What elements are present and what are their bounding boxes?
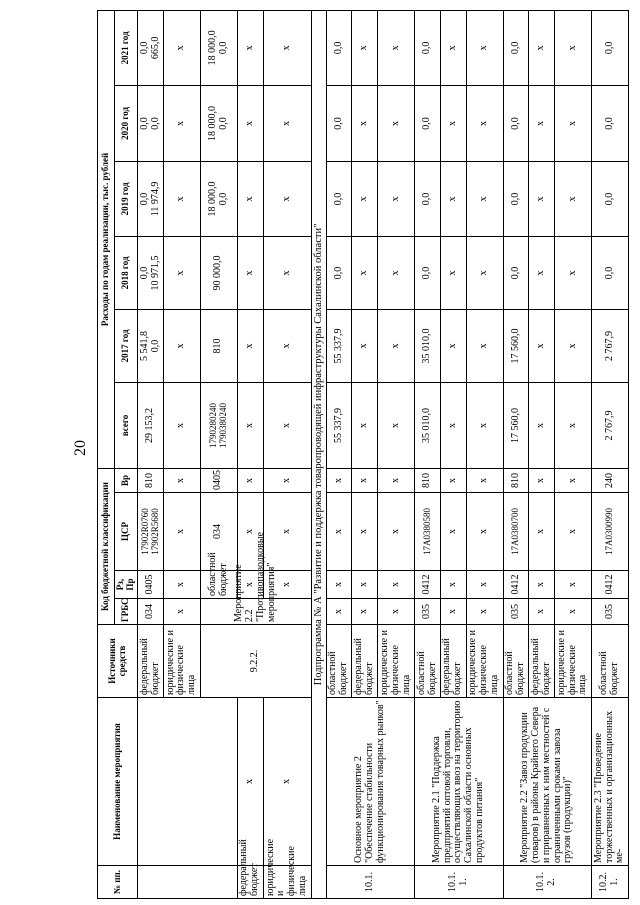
cell-rzpr: х — [237, 571, 263, 599]
cell-total: 2 767,9 — [591, 382, 628, 468]
cell-rzpr: х — [352, 571, 378, 599]
header-2017: 2017 год — [114, 309, 137, 382]
cell-2020: х — [440, 85, 466, 161]
cell-rzpr: 0412 — [415, 571, 441, 599]
cell-no: 10.1. — [326, 866, 414, 899]
cell-name: Мероприятие 2.2 "Завоз продукции (товаров) в районы Крайнего Севера и приравненных к ним местностей с ограниченными сроками завоза грузов (продукции)" — [503, 698, 591, 866]
cell-csr: х — [529, 493, 555, 571]
cell-2019: х — [352, 161, 378, 236]
cell-rzpr: 0412 — [503, 571, 529, 599]
cell-2019: х — [378, 161, 415, 236]
cell-grbs: х — [263, 698, 311, 866]
cell-name: Основное мероприятие 2 "Обеспечение стабильности функционирования товарных рынков" — [326, 698, 414, 866]
cell-vr: х — [237, 468, 263, 492]
cell-total: х — [378, 382, 415, 468]
cell-total: х — [440, 382, 466, 468]
cell-2021: 0,0 — [591, 10, 628, 85]
cell-name: Мероприятие 2.2 "Противопаводковые мероприятия" — [200, 599, 311, 625]
budget-table — [97, 10, 629, 899]
cell-2017: 35 010,0 — [415, 309, 441, 382]
cell-vr: х — [163, 468, 200, 492]
cell-2018 — [138, 236, 164, 309]
cell-vr: х — [326, 468, 352, 492]
cell-grbs: х — [466, 599, 503, 625]
cell-vr: 810 — [200, 309, 237, 382]
cell-2021 — [138, 10, 164, 85]
value-line-2: 665,0 — [149, 36, 161, 60]
value-line-2: 10 971,5 — [149, 255, 161, 291]
cell-2021: 0,0 — [503, 10, 529, 85]
cell-source: федеральный бюджет — [529, 625, 555, 698]
header-source: Источники средств — [98, 625, 138, 698]
cell-no: 10.1. 1. — [415, 866, 503, 899]
value-line-2: 0,0 — [217, 117, 229, 130]
cell-2019: х — [237, 161, 263, 236]
cell-2017: х — [163, 309, 200, 382]
value-line-1: 0,0 — [138, 192, 150, 206]
cell-2020: х — [466, 85, 503, 161]
cell-2021: х — [163, 10, 200, 85]
cell-rzpr: 0412 — [591, 571, 628, 599]
page-number: 20 — [72, 440, 89, 456]
cell-source: областной бюджет — [326, 625, 352, 698]
cell-total: х — [466, 382, 503, 468]
subprogram-row — [311, 10, 326, 898]
cell-vr: х — [554, 468, 591, 492]
cell-2019 — [200, 10, 237, 85]
cell-total: 17 560,0 — [503, 382, 529, 468]
header-2021: 2021 год — [114, 10, 137, 85]
cell-2017 — [138, 309, 164, 382]
cell-2019: 0,0 — [415, 161, 441, 236]
cell-source: областной бюджет — [200, 571, 237, 599]
cell-rzpr: х — [466, 571, 503, 599]
cell-csr: х — [554, 493, 591, 571]
cell-name — [138, 698, 238, 866]
cell-csr — [138, 493, 164, 571]
cell-csr: х — [263, 493, 311, 571]
cell-total: 90 000,0 — [200, 236, 237, 309]
cell-2018: х — [237, 236, 263, 309]
cell-grbs: 034 — [200, 493, 237, 571]
cell-2021: х — [529, 10, 555, 85]
cell-2020: 0,0 — [326, 85, 352, 161]
cell-grbs: 034 — [138, 599, 164, 625]
cell-vr: 810 — [138, 468, 164, 492]
cell-csr: 17А0380580 — [415, 493, 441, 571]
cell-vr: х — [529, 468, 555, 492]
cell-2017: х — [263, 309, 311, 382]
cell-2020: х — [529, 85, 555, 161]
header-2020: 2020 год — [114, 85, 137, 161]
cell-2019: х — [440, 161, 466, 236]
csr-line-1: 17902R0760 — [139, 508, 150, 555]
cell-source: федеральный бюджет — [352, 625, 378, 698]
table-row — [138, 10, 164, 898]
csr-line-2: 1790380240 — [217, 402, 228, 448]
cell-grbs: х — [440, 599, 466, 625]
header-total: всего — [114, 382, 137, 468]
header-2019: 2019 год — [114, 161, 137, 236]
cell-vr: х — [466, 468, 503, 492]
cell-2019: х — [466, 161, 503, 236]
value-line-2: 0,0 — [217, 41, 229, 55]
cell-2017: х — [466, 309, 503, 382]
cell-source: федеральный бюджет — [237, 866, 263, 899]
cell-name: Мероприятие 2.1 "Поддержка предприятий оптовой торговли, осуществляющих ввоз на территорию Сахалинской области основных продуктов питания" — [415, 698, 503, 866]
table-row — [503, 10, 529, 898]
table-row — [591, 10, 628, 898]
cell-no: 10.2. 1. — [591, 866, 628, 899]
cell-2021: 0,0 — [326, 10, 352, 85]
header-name: Наименование мероприятия — [98, 698, 138, 866]
cell-total: х — [352, 382, 378, 468]
cell-total: х — [163, 382, 200, 468]
cell-csr: х — [352, 493, 378, 571]
cell-grbs: 035 — [591, 599, 628, 625]
cell-2021: х — [440, 10, 466, 85]
cell-source: областной бюджет — [591, 625, 628, 698]
cell-csr: 17А0300990 — [591, 493, 628, 571]
cell-csr: х — [237, 493, 263, 571]
cell-2018: х — [378, 236, 415, 309]
cell-vr: 240 — [591, 468, 628, 492]
table-row — [415, 10, 441, 898]
table-row — [263, 10, 311, 898]
cell-2018: х — [163, 236, 200, 309]
cell-source: юридические и физические лица — [378, 625, 415, 698]
cell-2018: х — [263, 236, 311, 309]
cell-rzpr: х — [529, 571, 555, 599]
cell-grbs: 035 — [415, 599, 441, 625]
header-no: № пп. — [98, 866, 138, 899]
cell-2020: 0,0 — [591, 85, 628, 161]
cell-csr: х — [326, 493, 352, 571]
cell-total: 35 010,0 — [415, 382, 441, 468]
cell-2020: х — [237, 85, 263, 161]
value-line-2: 0,0 — [149, 117, 161, 130]
cell-2020: х — [378, 85, 415, 161]
cell-2018: х — [440, 236, 466, 309]
cell-2017: х — [378, 309, 415, 382]
cell-csr: х — [440, 493, 466, 571]
cell-2018: х — [554, 236, 591, 309]
cell-2020: х — [263, 85, 311, 161]
cell-2020: х — [554, 85, 591, 161]
cell-vr: 810 — [503, 468, 529, 492]
cell-source: областной бюджет — [503, 625, 529, 698]
cell-2018: 0,0 — [591, 236, 628, 309]
cell-no: 10.1. 2. — [503, 866, 591, 899]
value-line-2: 0,0 — [149, 339, 161, 353]
cell-2020: х — [352, 85, 378, 161]
cell-2019: х — [529, 161, 555, 236]
cell-vr: х — [352, 468, 378, 492]
cell-2019: х — [163, 161, 200, 236]
cell-name: Мероприятие 2.3 "Проведение торжественных и организационных ме- — [591, 698, 628, 866]
value-line-1: 5 541,8 — [138, 330, 150, 361]
header-expenses-group: Расходы по годам реализации, тыс. рублей — [98, 10, 115, 468]
cell-rzpr: х — [263, 571, 311, 599]
cell-2020: 0,0 — [503, 85, 529, 161]
cell-2019: х — [554, 161, 591, 236]
cell-2017: х — [352, 309, 378, 382]
cell-total: х — [263, 382, 311, 468]
cell-grbs: х — [529, 599, 555, 625]
table-row — [326, 10, 352, 898]
value-line-1: 0,0 — [138, 117, 150, 130]
cell-2019: 0,0 — [326, 161, 352, 236]
cell-2017: х — [554, 309, 591, 382]
cell-2020: 0,0 — [415, 85, 441, 161]
cell-rzpr: х — [326, 571, 352, 599]
table-row — [237, 10, 263, 898]
cell-source: федеральный бюджет — [138, 625, 164, 698]
cell-vr: 810 — [415, 468, 441, 492]
value-line-1: 18 000,0 — [207, 30, 219, 66]
cell-csr — [200, 382, 237, 468]
cell-source: юридические и физические лица — [554, 625, 591, 698]
cell-csr: х — [466, 493, 503, 571]
cell-grbs: х — [163, 599, 200, 625]
cell-vr: х — [263, 468, 311, 492]
cell-no — [138, 866, 238, 899]
header-vr: Вр — [114, 468, 137, 492]
cell-total: х — [554, 382, 591, 468]
cell-2021: х — [554, 10, 591, 85]
cell-csr: х — [378, 493, 415, 571]
cell-rzpr: 0405 — [200, 468, 237, 492]
cell-rzpr: х — [554, 571, 591, 599]
csr-line-1: 1790280240 — [208, 402, 219, 448]
cell-source: юридические и физические лица — [263, 866, 311, 899]
cell-2021: х — [263, 10, 311, 85]
cell-2019: х — [263, 161, 311, 236]
cell-2019: 0,0 — [591, 161, 628, 236]
csr-line-2: 17902R5680 — [149, 508, 160, 555]
cell-csr: х — [163, 493, 200, 571]
header-rzpr: Рз, Пр — [114, 571, 137, 599]
cell-source: юридические и физические лица — [163, 625, 200, 698]
value-line-1: 0,0 — [138, 41, 150, 55]
cell-grbs: х — [352, 599, 378, 625]
cell-grbs: х — [326, 599, 352, 625]
cell-grbs: х — [554, 599, 591, 625]
cell-2020 — [138, 85, 164, 161]
cell-2021: 0,0 — [415, 10, 441, 85]
cell-2018 — [200, 85, 237, 161]
cell-2018: х — [352, 236, 378, 309]
cell-rzpr: х — [163, 571, 200, 599]
value-line-2: 11 974,9 — [149, 181, 161, 217]
cell-total: 55 337,9 — [326, 382, 352, 468]
value-line-1: 0,0 — [138, 266, 150, 280]
cell-2019 — [138, 161, 164, 236]
cell-source: федеральный бюджет — [440, 625, 466, 698]
cell-grbs: х — [378, 599, 415, 625]
cell-2018: 0,0 — [503, 236, 529, 309]
cell-2021: х — [466, 10, 503, 85]
header-2018: 2018 год — [114, 236, 137, 309]
cell-2019: 0,0 — [503, 161, 529, 236]
value-line-2: 0,0 — [217, 192, 229, 206]
header-csr: ЦСР — [114, 493, 137, 571]
header-grbs: ГРБС — [114, 599, 137, 625]
cell-2017: 17 560,0 — [503, 309, 529, 382]
cell-2017: х — [237, 309, 263, 382]
cell-2017 — [200, 161, 237, 236]
cell-rzpr: х — [440, 571, 466, 599]
cell-2018: 0,0 — [326, 236, 352, 309]
cell-rzpr: 0405 — [138, 571, 164, 599]
cell-no: 9.2.2. — [200, 625, 311, 698]
cell-grbs: 035 — [503, 599, 529, 625]
cell-vr: х — [440, 468, 466, 492]
cell-2017: х — [440, 309, 466, 382]
cell-2017: 2 767,9 — [591, 309, 628, 382]
value-line-1: 18 000,0 — [207, 181, 219, 217]
cell-2018: 0,0 — [415, 236, 441, 309]
cell-grbs: х — [237, 698, 263, 866]
cell-source: юридические и физические лица — [466, 625, 503, 698]
cell-vr: х — [378, 468, 415, 492]
cell-2021: х — [237, 10, 263, 85]
header-code-group: Код бюджетной классификации — [98, 468, 115, 624]
cell-csr: 17А0380700 — [503, 493, 529, 571]
cell-2021: х — [352, 10, 378, 85]
value-line-1: 18 000,0 — [207, 105, 219, 141]
cell-source: областной бюджет — [415, 625, 441, 698]
cell-2018: х — [466, 236, 503, 309]
cell-2020: х — [163, 85, 200, 161]
cell-2017: 55 337,9 — [326, 309, 352, 382]
cell-total: 29 153,2 — [138, 382, 164, 468]
cell-2018: х — [529, 236, 555, 309]
subprogram-title: Подпрограмма № А "Развитие и поддержка товаропроводящей инфраструктуры Сахалинской области" — [311, 10, 326, 898]
cell-total: х — [237, 382, 263, 468]
cell-rzpr: х — [378, 571, 415, 599]
cell-2021: х — [378, 10, 415, 85]
cell-2017: х — [529, 309, 555, 382]
cell-total: х — [529, 382, 555, 468]
